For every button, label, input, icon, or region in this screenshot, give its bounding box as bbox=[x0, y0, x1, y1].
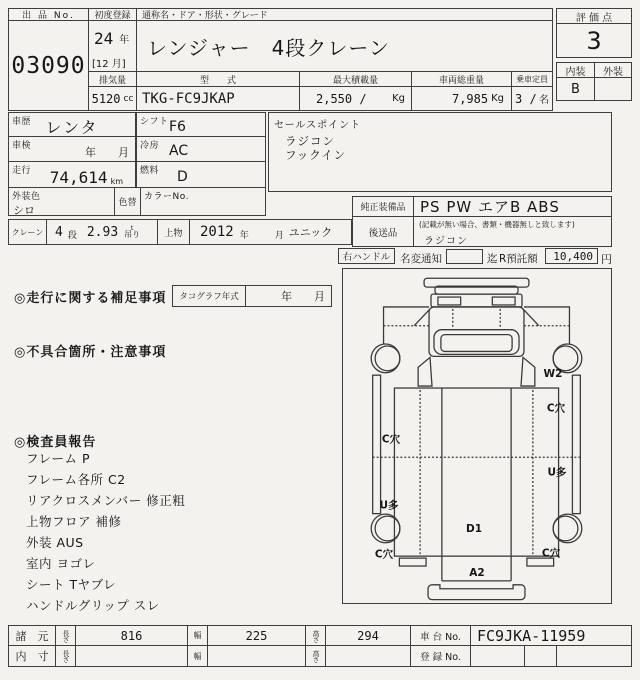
inspection-label: 車検 bbox=[12, 141, 32, 151]
displacement-cell bbox=[88, 86, 137, 111]
mileage-note-title: ◎走行に関する補足事項 bbox=[14, 291, 167, 306]
deposit-unit: 円 bbox=[601, 253, 612, 266]
sales-point-title: セールスポイント bbox=[274, 120, 362, 131]
width-value: 225 bbox=[207, 625, 306, 646]
damage-code-label: D1 bbox=[465, 523, 483, 535]
shift-cell bbox=[136, 112, 266, 137]
crane-capacity-unit: 吊り bbox=[124, 230, 141, 240]
first-reg-year: 24 bbox=[94, 29, 114, 48]
damage-code-label: U多 bbox=[547, 466, 567, 479]
length-label: 長さ bbox=[55, 625, 76, 646]
later-shipment-cell bbox=[413, 216, 612, 247]
body-color-cell bbox=[8, 187, 115, 216]
grade-value: 3 bbox=[556, 23, 632, 58]
gross-weight-cell bbox=[411, 86, 512, 111]
later-shipment-note: (記載が無い場合、書類・機器無しと致します) bbox=[419, 220, 575, 229]
chassis-no-label: 車 台 No. bbox=[410, 625, 471, 646]
body-equipment-label: 上物 bbox=[157, 219, 190, 245]
damage-code-label: U多 bbox=[379, 499, 399, 512]
interior-grade-value: B bbox=[556, 77, 595, 101]
inner-dims-row-label: 内 寸 bbox=[8, 645, 56, 667]
seating-capacity-header: 乗車定員 bbox=[511, 71, 553, 87]
damage-code-label: C穴 bbox=[381, 433, 401, 446]
body-equipment-cell bbox=[189, 219, 352, 245]
history-cell bbox=[8, 112, 136, 137]
deposit-label: R預託額 bbox=[499, 253, 538, 265]
deposit-value: 10,400 bbox=[545, 248, 598, 264]
list-item: ハンドルグリップ スレ bbox=[26, 598, 160, 613]
inner-height-value bbox=[325, 645, 411, 667]
later-shipment-label: 後送品 bbox=[352, 216, 414, 247]
steering-badge: 右ハンドル bbox=[338, 248, 395, 264]
name-change-label: 名変通知 bbox=[400, 253, 442, 265]
crane-value-cell bbox=[46, 219, 158, 245]
chassis-no-value: FC9JKA-11959 bbox=[470, 625, 632, 646]
inner-length-value bbox=[75, 645, 188, 667]
aircon-label: 冷房 bbox=[140, 141, 160, 151]
list-item: リアクロスメンバー 修正粗 bbox=[26, 493, 186, 508]
inspector-report-title: ◎検査員報告 bbox=[14, 435, 97, 450]
interior-grade-header: 内装 bbox=[556, 62, 595, 78]
body-color-label: 外装色 bbox=[12, 192, 41, 202]
until-label: 迄 bbox=[487, 253, 498, 265]
damage-code-label: C穴 bbox=[541, 547, 561, 560]
crane-label: クレーン bbox=[8, 219, 47, 245]
list-item: フレーム各所 C2 bbox=[26, 472, 126, 487]
crane-capacity: 2.93 bbox=[86, 224, 119, 240]
list-item: 室内 ヨゴレ bbox=[26, 556, 96, 571]
damage-code-label: W2 bbox=[543, 368, 563, 380]
displacement-unit: cc bbox=[123, 93, 134, 104]
max-payload-unit: Kg bbox=[392, 93, 405, 104]
genuine-equipment-value: PS PW エアB ABS bbox=[413, 196, 612, 217]
first-reg-month: [12 月] bbox=[92, 59, 126, 70]
damage-code-overlay bbox=[343, 269, 613, 605]
list-item: シート Tヤブレ bbox=[26, 577, 117, 592]
displacement-header: 排気量 bbox=[88, 71, 137, 87]
length-value: 816 bbox=[75, 625, 188, 646]
tachograph-value: 年 月 bbox=[245, 285, 332, 307]
exterior-grade-header: 外装 bbox=[594, 62, 632, 78]
list-item: ラジコン bbox=[285, 134, 335, 148]
registration-extra-cell-2 bbox=[556, 645, 632, 667]
registration-no-label: 登 録 No. bbox=[410, 645, 471, 667]
registration-extra-cell-1 bbox=[524, 645, 557, 667]
fuel-value: D bbox=[177, 168, 188, 185]
shift-label: シフト bbox=[140, 117, 169, 127]
exterior-grade-value bbox=[594, 77, 632, 101]
seating-capacity-value: 3 / bbox=[515, 91, 537, 106]
inspection-cell bbox=[8, 136, 136, 162]
grade-header: 評 価 点 bbox=[556, 8, 632, 24]
gross-weight-value: 7,985 bbox=[451, 91, 489, 106]
shift-value: F6 bbox=[169, 118, 186, 135]
list-item: フレーム P bbox=[26, 451, 91, 466]
width-label: 幅 bbox=[187, 625, 208, 646]
inspection-value: 年 月 bbox=[85, 146, 129, 159]
damage-diagram-box bbox=[342, 268, 612, 604]
displacement-value: 5120 bbox=[91, 91, 121, 106]
tachograph-label: タコグラフ年式 bbox=[172, 285, 246, 307]
aircon-value: AC bbox=[169, 143, 189, 159]
first-registration-cell bbox=[88, 20, 137, 72]
aircon-cell bbox=[136, 136, 266, 162]
body-year-unit: 年 bbox=[239, 230, 249, 241]
defect-title: ◎不具合箇所・注意事項 bbox=[14, 345, 167, 360]
fuel-cell bbox=[136, 161, 266, 188]
color-no-cell bbox=[140, 187, 266, 216]
gross-weight-unit: Kg bbox=[491, 93, 504, 104]
list-item: 外装 AUS bbox=[26, 535, 84, 550]
history-value: レンタ bbox=[45, 118, 99, 137]
height-label: 高さ bbox=[305, 625, 326, 646]
mileage-cell bbox=[8, 161, 136, 188]
mileage-value: 74,614 bbox=[49, 168, 108, 187]
height-value: 294 bbox=[325, 625, 411, 646]
body-month-unit: 月 bbox=[274, 230, 284, 241]
damage-code-label: C穴 bbox=[546, 402, 566, 415]
vehicle-name-value: レンジャー 4段クレーン bbox=[136, 20, 553, 72]
genuine-equipment-label: 純正装備品 bbox=[352, 196, 414, 217]
max-payload-cell bbox=[299, 86, 412, 111]
crane-stage-unit: 段 bbox=[67, 230, 77, 241]
recolor-cell: 色替 bbox=[114, 187, 141, 216]
inner-width-label: 幅 bbox=[187, 645, 208, 667]
inner-length-label: 長さ bbox=[55, 645, 76, 667]
later-shipment-value: ラジコン bbox=[424, 236, 468, 247]
vehicle-name-header: 通称名・ドア・形状・グレード bbox=[136, 8, 553, 21]
body-maker: ユニック bbox=[288, 226, 333, 239]
mileage-label: 走行 bbox=[12, 166, 32, 176]
sales-point-list bbox=[285, 133, 346, 161]
max-payload-value: 2,550 / bbox=[316, 91, 367, 106]
name-change-box bbox=[446, 249, 483, 264]
list-item: 上物フロア 補修 bbox=[26, 514, 122, 529]
seating-capacity-cell bbox=[511, 86, 553, 111]
max-payload-header: 最大積載量 bbox=[299, 71, 412, 87]
lot-number-value: 03090 bbox=[8, 20, 89, 111]
color-no-label: カラーNo. bbox=[144, 192, 189, 202]
list-item: フックイン bbox=[285, 148, 347, 162]
body-color-value: シロ bbox=[13, 204, 35, 217]
first-reg-year-unit: 年 bbox=[119, 35, 130, 46]
inner-width-value bbox=[207, 645, 306, 667]
history-label: 車歴 bbox=[12, 117, 32, 127]
mileage-unit: km bbox=[110, 177, 123, 186]
damage-code-label: C穴 bbox=[374, 548, 394, 561]
model-code-header: 型 式 bbox=[136, 71, 300, 87]
registration-no-value bbox=[470, 645, 525, 667]
model-code-value: TKG-FC9JKAP bbox=[136, 86, 300, 111]
crane-capacity-ton: t bbox=[130, 223, 134, 232]
spec-row-label: 諸 元 bbox=[8, 625, 56, 646]
sales-point-box bbox=[268, 112, 612, 192]
lot-number-header: 出 品 No. bbox=[8, 8, 89, 21]
gross-weight-header: 車両総重量 bbox=[411, 71, 512, 87]
inner-height-label: 高さ bbox=[305, 645, 326, 667]
crane-stages: 4 bbox=[55, 224, 63, 240]
seating-capacity-unit: 名 bbox=[539, 95, 549, 106]
fuel-label: 燃料 bbox=[140, 166, 160, 176]
inspector-report-list bbox=[26, 449, 185, 617]
damage-code-label: A2 bbox=[469, 567, 485, 579]
first-registration-header: 初度登録 bbox=[88, 8, 137, 21]
body-year: 2012 bbox=[200, 224, 234, 240]
